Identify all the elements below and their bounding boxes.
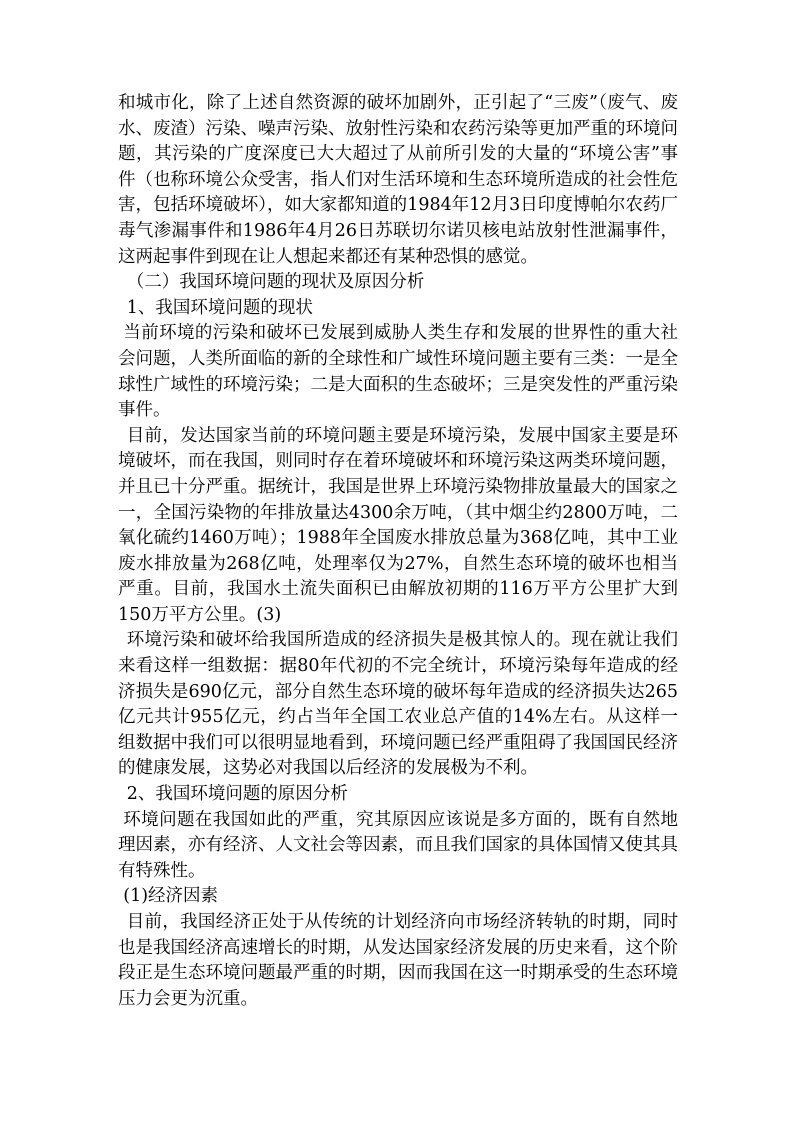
subsection-heading-causes: 2、我国环境问题的原因分析 — [126, 784, 348, 805]
paragraph-economic-transition: 目前，我国经济正处于从传统的计划经济向市场经济转轨的时期，同时也是我国经济高速增长的时期，从发达国家经济发展的历史来看，这个阶段正是生态环境问题最严重的时期，因而我国在这一时期承受的生态环境压力会更为沉重。 — [118, 912, 678, 1009]
paragraph-economic-losses: 环境污染和破坏给我国所造成的经济损失是极其惊人的。现在就让我们来看这样一组数据：据80年代初的不完全统计，环境污染每年造成的经济损失是690亿元，部分自然生态环境的破坏每年造成的经济损失达265亿元共计955亿元，约占当年全国工农业总产值的14%左右。从这样一组数据中我们可以很明显地看到，环境问题已经严重阻碍了我国国民经济的健康发展，这势必对我国以后经济的发展极为不利。 — [118, 630, 678, 779]
paragraph-china-pollution-stats: 目前，发达国家当前的环境问题主要是环境污染，发展中国家主要是环境破坏，而在我国，则同时存在着环境破坏和环境污染这两类环境问题，并且已十分严重。据统计，我国是世界上环境污染物排放量最大的国家之一，全国污染物的年排放量达4300余万吨，（其中烟尘约2800万吨，二氧化硫约1460万吨）；1988年全国废水排放总量为368亿吨，其中工业废水排放量为268亿吨，处理率仅为27%，自然生态环境的破坏也相当严重。目前，我国水土流失面积已由解放初期的116万平方公里扩大到150万平方公里。(3) — [118, 425, 678, 625]
subsection-heading-economic-factors: (1)经济因素 — [123, 886, 219, 907]
paragraph-pollution-intro: 和城市化，除了上述自然资源的破坏加剧外，正引起了“三废”（废气、废水、废渣）污染、噪声污染、放射性污染和农药污染等更加严重的环境问题，其污染的广度深度已大大超过了从前所引发的大量的“环境公害”事件（也称环境公众受害，指人们对生活环境和生态环境所造成的社会性危害，包括环境破坏），如大家都知道的1984年12月3日印度博帕尔农药厂毒气渗漏事件和1986年4月26日苏联切尔诺贝核电站放射性泄漏事件，这两起事件到现在让人想起来都还有某种恐惧的感觉。 — [118, 93, 678, 267]
subsection-heading-status: 1、我国环境问题的现状 — [126, 297, 313, 318]
paragraph-causes-overview: 环境问题在我国如此的严重，究其原因应该说是多方面的，既有自然地理因素，亦有经济、人文社会等因素，而且我们国家的具体国情又使其具有特殊性。 — [118, 809, 678, 881]
section-heading-status-causes: （二）我国环境问题的现状及原因分析 — [126, 272, 425, 293]
document-page — [118, 91, 678, 1012]
paragraph-global-problems: 当前环境的污染和破坏已发展到威胁人类生存和发展的世界性的重大社会问题，人类所面临的新的全球性和广域性环境问题主要有三类：一是全球性广域性的环境污染；二是大面积的生态破坏；三是突发性的严重污染事件。 — [118, 323, 678, 421]
